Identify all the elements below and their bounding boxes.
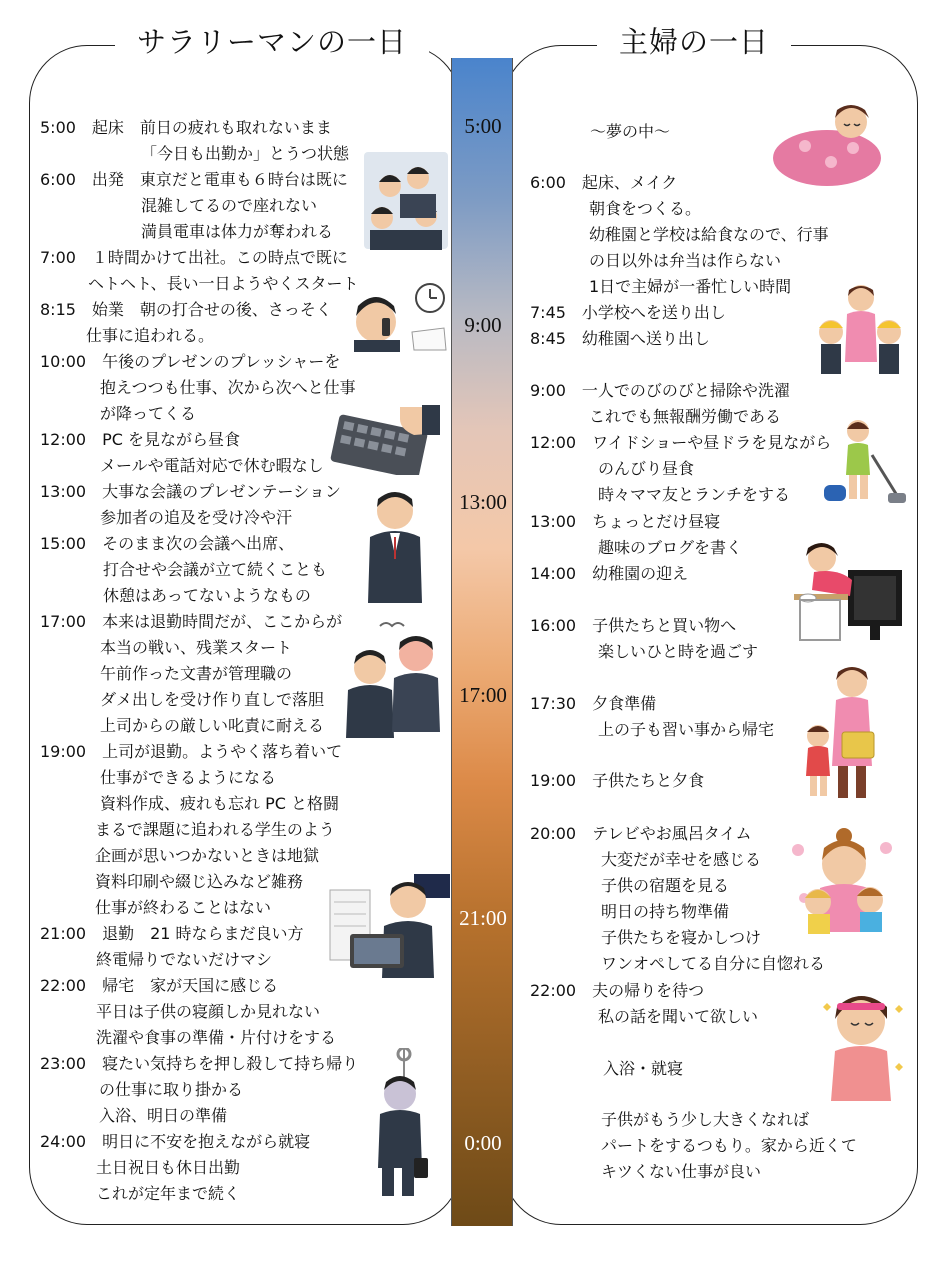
salaryman-line: 仕事が終わることはない <box>95 898 272 917</box>
mother-children-illustration <box>815 280 905 382</box>
boss-scolding-illustration <box>338 620 450 738</box>
salaryman-line: 15:00 そのまま次の会議へ出席、 <box>40 534 295 553</box>
salaryman-line: 資料作成、疲れも忘れ PC と格闘 <box>100 794 339 813</box>
salaryman-line: 10:00 午後のプレゼンのプレッシャーを <box>40 352 341 371</box>
commuter-train-illustration <box>360 148 452 253</box>
typing-hands-illustration <box>330 405 440 475</box>
salaryman-line: 休憩はあってないようなもの <box>103 586 311 605</box>
housewife-line: ワンオペしてる自分に自惚れる <box>601 954 826 973</box>
salaryman-line: 21:00 退勤 21 時ならまだ良い方 <box>40 924 304 943</box>
salaryman-line: 資料印刷や綴じ込みなど雑務 <box>95 872 304 891</box>
salaryman-line: 12:00 PC を見ながら昼食 <box>40 430 241 449</box>
salaryman-line: 企画が思いつかないときは地獄 <box>95 846 320 865</box>
housewife-line: 9:00 一人でのびのびと掃除や洗濯 <box>530 381 790 400</box>
salaryman-line: 混雑してるので座れない <box>141 196 318 215</box>
housewife-line: 明日の持ち物準備 <box>601 902 730 921</box>
shopping-mother-illustration <box>800 660 880 800</box>
salaryman-line: 抱えつつも仕事、次から次へと仕事 <box>100 378 356 397</box>
housewife-line: 12:00 ワイドショーや昼ドラを見ながら <box>530 433 832 452</box>
housewife-line: 6:00 起床、メイク <box>530 173 678 192</box>
salaryman-line: 23:00 寝たい気持ちを押し殺して持ち帰り <box>40 1054 359 1073</box>
napping-at-pc-illustration <box>794 540 904 642</box>
salaryman-line: 仕事に追われる。 <box>86 326 215 345</box>
salaryman-line: 土日祝日も休日出勤 <box>96 1158 241 1177</box>
housewife-line: 大変だが幸せを感じる <box>601 850 762 869</box>
salaryman-line: ダメ出しを受け作り直しで落胆 <box>100 690 325 709</box>
salaryman-line: 5:00 起床 前日の疲れも取れないまま <box>40 118 332 137</box>
housewife-line: 20:00 テレビやお風呂タイム <box>530 824 752 843</box>
stressed-phone-illustration <box>338 280 450 352</box>
housewife-line: キツくない仕事が良い <box>601 1162 762 1181</box>
housewife-line: 16:00 子供たちと買い物へ <box>530 616 737 635</box>
timeline-label: 21:00 <box>459 906 507 930</box>
salaryman-line: 本当の戦い、残業スタート <box>100 638 293 657</box>
timeline-label: 5:00 <box>464 114 502 138</box>
salaryman-title: サラリーマンの一日 <box>115 20 429 64</box>
housewife-line: 子供たちを寝かしつけ <box>601 928 762 947</box>
salaryman-line: 上司からの厳しい叱責に耐える <box>100 716 325 735</box>
timeline-label: 9:00 <box>464 313 502 337</box>
housewife-line: 1日で主婦が一番忙しい時間 <box>589 277 792 296</box>
housewife-line: 子供がもう少し大きくなれば <box>601 1110 810 1129</box>
presenter-illustration <box>360 485 430 603</box>
woman-relaxing-illustration <box>815 985 910 1103</box>
housewife-line: の日以外は弁当は作らない <box>589 251 782 270</box>
timeline-label: 13:00 <box>459 490 507 514</box>
salaryman-line: これが定年まで続く <box>96 1184 241 1203</box>
timeline-label: 17:00 <box>459 683 507 707</box>
salaryman-line: が降ってくる <box>100 404 197 423</box>
housewife-title: 主婦の一日 <box>597 20 791 64</box>
salaryman-line: メールや電話対応で休む暇なし <box>100 456 324 475</box>
sleeping-woman-illustration <box>765 100 883 190</box>
salaryman-line: ヘトヘト、長い一日ようやくスタート <box>88 274 359 293</box>
salaryman-line: 7:00 １時間かけて出社。この時点で既に <box>40 248 348 267</box>
housewife-line: 時々ママ友とランチをする <box>598 485 791 504</box>
housewife-line: 私の話を聞いて欲しい <box>598 1007 759 1026</box>
salaryman-line: 終電帰りでないだけマシ <box>96 950 273 969</box>
housewife-line: 17:30 夕食準備 <box>530 694 657 713</box>
housewife-line: 子供の宿題を見る <box>601 876 730 895</box>
housewife-line: 13:00 ちょっとだけ昼寝 <box>530 512 721 531</box>
housewife-line: 8:45 幼稚園へ送り出し <box>530 329 710 348</box>
housewife-line: これでも無報酬労働である <box>589 407 782 426</box>
housewife-line: 趣味のブログを書く <box>598 538 743 557</box>
housewife-line: 朝食をつくる。 <box>589 199 702 218</box>
salaryman-line: 「今日も出勤か」とうつ状態 <box>141 144 350 163</box>
housewife-line: 幼稚園と学校は給食なので、行事 <box>589 225 829 244</box>
housewife-line: のんびり昼食 <box>598 459 695 478</box>
salaryman-line: 8:15 始業 朝の打合せの後、さっそく <box>40 300 332 319</box>
salaryman-line: 24:00 明日に不安を抱えながら就寝 <box>40 1132 311 1151</box>
housewife-line: ～夢の中～ <box>590 122 671 141</box>
housewife-line: パートをするつもり。家から近くて <box>601 1136 857 1155</box>
happy-family-illustration <box>790 828 900 938</box>
salaryman-line: 午前作った文書が管理職の <box>100 664 293 683</box>
salaryman-line: 仕事ができるようになる <box>100 768 277 787</box>
salaryman-line: の仕事に取り掛かる <box>99 1080 244 1099</box>
salaryman-line: 洗濯や食事の準備・片付けをする <box>96 1028 337 1047</box>
housewife-line: 楽しいひと時を過ごす <box>598 642 759 661</box>
timeline-label: 0:00 <box>464 1131 502 1155</box>
salaryman-line: まるで課題に追われる学生のよう <box>95 820 335 839</box>
salaryman-line: 満員電車は体力が奪われる <box>141 222 334 241</box>
salaryman-line: 参加者の追及を受け冷や汗 <box>100 508 293 527</box>
salaryman-line: 平日は子供の寝顔しか見れない <box>96 1002 321 1021</box>
housewife-line: 19:00 子供たちと夕食 <box>530 771 705 790</box>
salaryman-line: 22:00 帰宅 家が天国に感じる <box>40 976 279 995</box>
housewife-line: 14:00 幼稚園の迎え <box>530 564 689 583</box>
housewife-line: 7:45 小学校へを送り出し <box>530 303 726 322</box>
vacuum-cleaning-illustration <box>822 415 908 507</box>
salaryman-line: 打合せや会議が立て続くことも <box>103 560 328 579</box>
housewife-line: 上の子も習い事から帰宅 <box>598 720 775 739</box>
salaryman-line: 17:00 本来は退勤時間だが、ここからが <box>40 612 343 631</box>
salaryman-line: 13:00 大事な会議のプレゼンテーション <box>40 482 341 501</box>
salaryman-line: 6:00 出発 東京だと電車も６時台は既に <box>40 170 348 189</box>
timeline-bar <box>451 58 513 1226</box>
salaryman-line: 19:00 上司が退勤。ようやく落ち着いて <box>40 742 343 761</box>
salaryman-line: 入浴、明日の準備 <box>99 1106 228 1125</box>
housewife-line: 22:00 夫の帰りを待つ <box>530 981 705 1000</box>
overtime-laptop-illustration <box>328 872 452 978</box>
housewife-line: 入浴・就寝 <box>603 1059 684 1078</box>
exhausted-commuter-illustration <box>366 1048 440 1198</box>
